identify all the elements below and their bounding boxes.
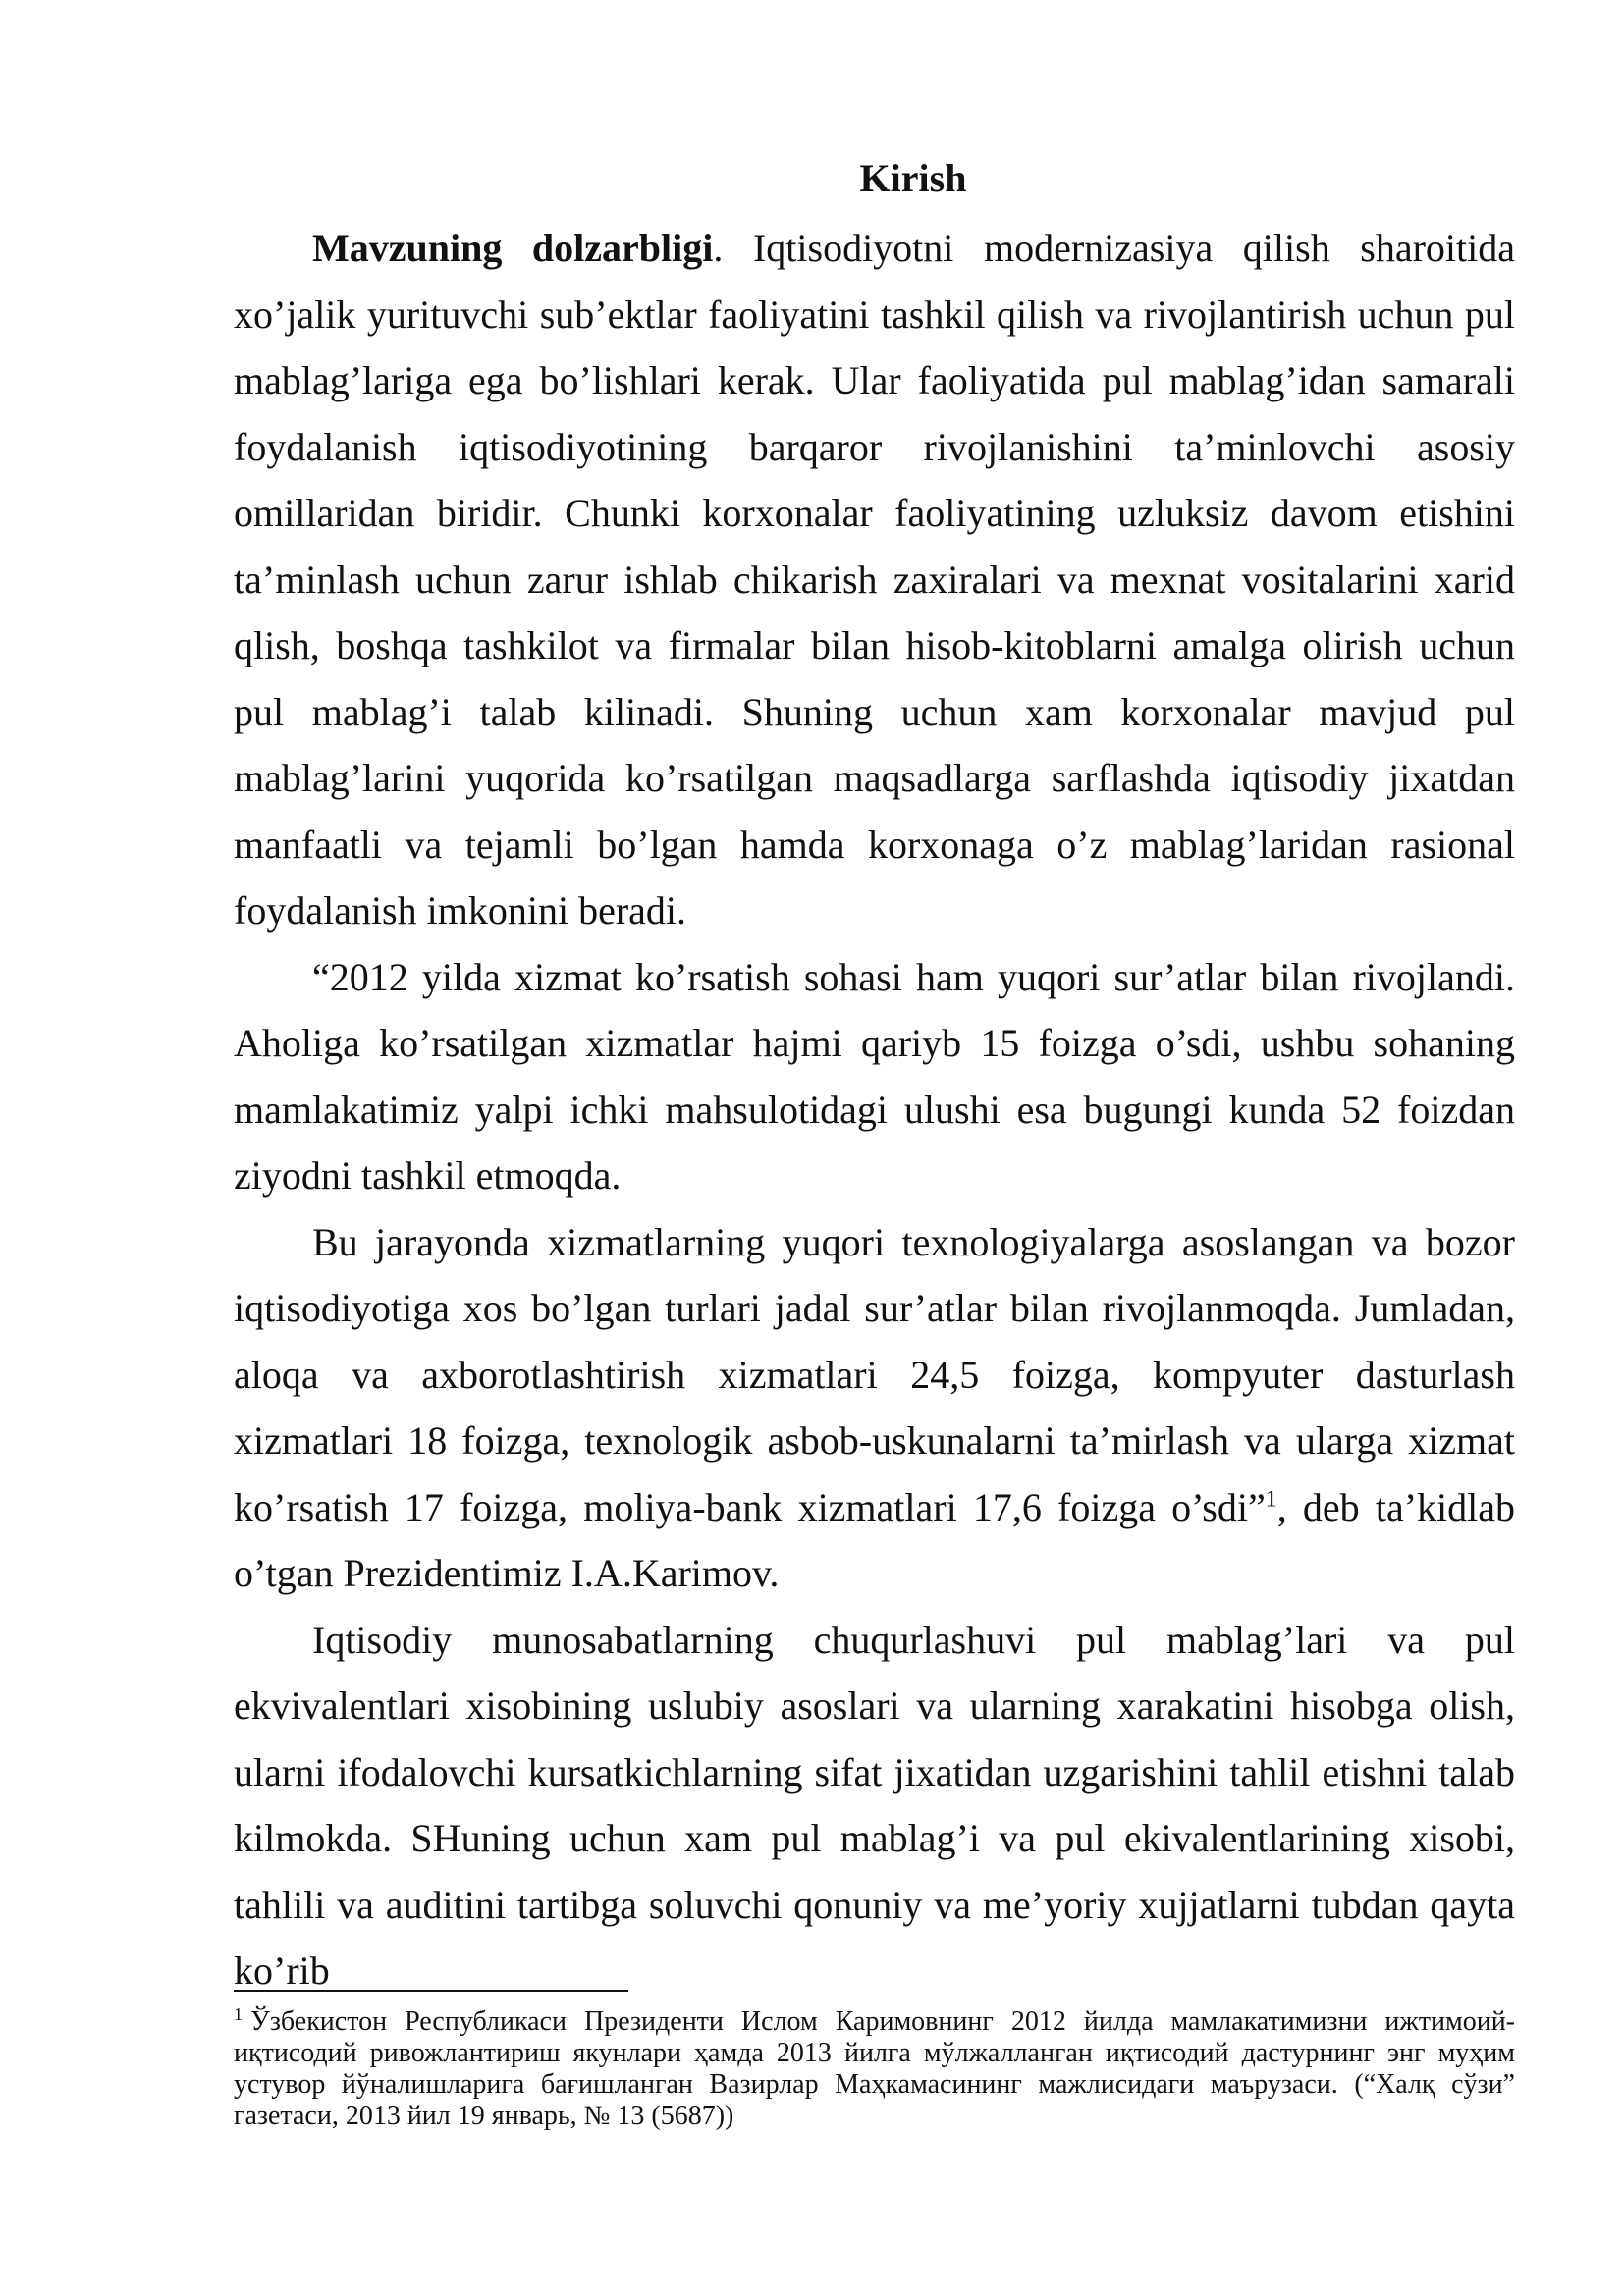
footnote-text: Ўзбекистон Республикаси Президенти Ислом Каримовнинг 2012 йилда мамлакатимизни ижтимоий-иқтисодий ривожлантириш якунлари ҳамда 2013 йилга мўлжалланган иқтисодий дастурнинг энг муҳим устувор йўналишларига бағишланган Вазирлар Маҳкамасининг мажлисидаги маърузаси. (“Халқ сўзи” газетаси, 2013 йил 19 январь, № 13 (5687)) (234, 2006, 1515, 2131)
footnote-number: 1 (234, 2003, 243, 2024)
paragraph-1-lead: Mavzuning dolzarbligi (312, 226, 714, 270)
body-text (234, 215, 1515, 2004)
footnote (234, 2003, 1515, 2132)
footnote-reference[interactable]: 1 (1265, 1486, 1277, 1513)
paragraph-2: “2012 yilda xizmat ko’rsatish sohasi ham yuqori sur’atlar bilan rivojlandi. Aholiga ko’rsatilgan xizmatlar hajmi qariyb 15 foizga o’sdi, ushbu sohaning mamlakatimiz yalpi ichki mahsulotidagi ulushi esa bugungi kunda 52 foizdan ziyodni tashkil etmoqda. (234, 954, 1515, 1198)
paragraph-4: Iqtisodiy munosabatlarning chuqurlashuvi pul mablag’lari va pul ekvivalentlari xisobining uslubiy asoslari va ularning xarakatini hisobga olish, ularni ifodalovchi kursatkichlarning sifat jixatidan uzgarishini tahlil etishni talab kilmokda. SHuning uchun xam pul mablag’i va pul ekivalentlarining xisobi, tahlili va auditini tartibga soluvchi qonuniy va me’yoriy xujjatlarni tubdan qayta ko’rib (234, 1617, 1515, 1993)
paragraph-3-text-end: , deb ta’kidlab o’tgan Prezidentimiz I.A.Karimov. (234, 1484, 1516, 1595)
paragraph-3 (234, 1209, 1515, 1607)
footnote-separator (234, 1990, 628, 1992)
page-title: Kirish (859, 156, 967, 200)
paragraph-1 (234, 215, 1515, 944)
paragraph-1-text: . Iqtisodiyotni modernizasiya qilish sharoitida xo’jalik yurituvchi sub’ektlar faoliyatini tashkil qilish va rivojlantirish uchun pul mablag’lariga ega bo’lishlari kerak. Ular faoliyatida pul mablag’idan samarali foydalanish iqtisodiyotining barqaror rivojlanishini ta’minlovchi asosiy omillaridan biridir. Chunki korxonalar faoliyatining uzluksiz davom etishini ta’minlash uchun zarur ishlab chikarish zaxiralari va mexnat vositalarini xarid qlish, boshqa tashkilot va firmalar bilan hisob-kitoblarni amalga olirish uchun pul mablag’i talab kilinadi. Shuning uchun xam korxonalar mavjud pul mablag’larini yuqorida ko’rsatilgan maqsadlarga sarflashda iqtisodiy jixatdan manfaatli va tejamli bo’lgan hamda korxonaga o’z mablag’laridan rasional foydalanish imkonini beradi. (234, 226, 1516, 933)
paragraph-3-text: Bu jarayonda xizmatlarning yuqori texnologiyalarga asoslangan va bozor iqtisodiyotiga xos bo’lgan turlari jadal sur’atlar bilan rivojlanmoqda. Jumladan, aloqa va axborotlashtirish xizmatlari 24,5 foizga, kompyuter dasturlash xizmatlari 18 foizga, texnologik asbob-uskunalarni ta’mirlash va ularga xizmat ko’rsatish 17 foizga, moliya-bank xizmatlari 17,6 foizga o’sdi” (234, 1219, 1515, 1529)
